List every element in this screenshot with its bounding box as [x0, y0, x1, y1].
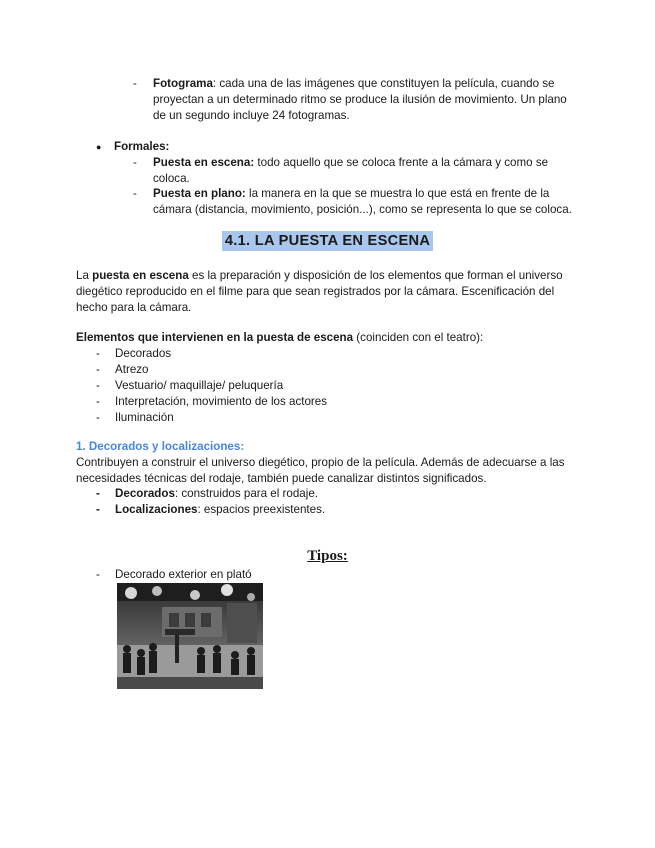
fotograma-text: : cada una de las imágenes que constituyen la película, cuando se: [212, 77, 555, 90]
list-item: [96, 394, 496, 410]
decorados-heading: 1. Decorados y localizaciones:: [76, 440, 245, 453]
tipos-heading: [0, 547, 655, 565]
intro-text: diegético reproducido en el filme para que sean registrados por la cámara. Escenificación del: [76, 285, 555, 298]
list-item-text: : construidos para el rodaje.: [174, 487, 318, 500]
list-item-text: : espacios preexistentes.: [197, 503, 326, 516]
bullet-dot: ●: [96, 142, 102, 152]
list-item: [96, 362, 496, 378]
list-item-text: Atrezo: [115, 363, 149, 376]
formales-label: Formales:: [114, 140, 170, 153]
list-dash: -: [96, 411, 100, 424]
term-fotograma: Fotograma: [153, 77, 213, 90]
list-item: [96, 486, 496, 502]
list-item-text: Decorados: [115, 347, 172, 360]
elements-list: [96, 346, 496, 426]
elements-title-bold: Elementos que intervienen en la puesta de escena: [76, 331, 354, 344]
intro-text: hecho para la cámara.: [76, 301, 192, 314]
list-dash: -: [96, 395, 100, 408]
list-dash: -: [96, 363, 100, 376]
section-heading-wrap: [0, 231, 655, 251]
fotograma-text: proyectan a un determinado ritmo se produce la ilusión de movimiento. Un plano: [153, 93, 567, 106]
list-item: [96, 378, 496, 394]
elements-title: [76, 330, 596, 346]
elements-title-rest: (coinciden con el teatro):: [353, 331, 484, 344]
decorados-text: necesidades técnicas del rodaje, también puede canalizar distintos significados.: [76, 472, 487, 485]
term-puesta-en-plano: Puesta en plano:: [153, 187, 246, 200]
list-dash: -: [96, 568, 100, 581]
term-puesta-en-escena: puesta en escena: [92, 269, 189, 282]
term-decorados: Decorados: [115, 487, 175, 500]
list-item-text: Vestuario/ maquillaje/ peluquería: [115, 379, 284, 392]
list-dash: -: [96, 347, 100, 360]
term-puesta-en-escena: Puesta en escena:: [153, 156, 255, 169]
intro-text: es la preparación y disposición de los elementos que forman el universo: [188, 269, 563, 282]
decorados-paragraph: [76, 455, 596, 487]
list-dash: -: [133, 77, 137, 90]
subitem-text: cámara (distancia, movimiento, posición...), como se representa lo que se coloca.: [153, 203, 572, 216]
subitem-text: coloca.: [153, 172, 190, 185]
list-item-text: Interpretación, movimiento de los actores: [115, 395, 328, 408]
list-item: [96, 502, 496, 518]
list-item-text: Iluminación: [115, 411, 174, 424]
tipos-heading-text: Tipos:: [307, 548, 348, 564]
section-heading: 4.1. LA PUESTA EN ESCENA: [222, 231, 433, 251]
subitem-text: la manera en la que se muestra lo que está en frente de la: [245, 187, 550, 200]
studio-set-illustration: [117, 583, 263, 689]
decorados-text: Contribuyen a construir el universo diegético, propio de la película. Además de adecuarse a las: [76, 456, 565, 469]
list-dash: -: [133, 187, 137, 200]
list-dash: -: [96, 503, 100, 516]
list-item: [96, 410, 496, 426]
intro-text: La: [76, 269, 93, 282]
subitem-text: todo aquello que se coloca frente a la cámara y como se: [254, 156, 549, 169]
list-dash: -: [96, 487, 100, 500]
term-localizaciones: Localizaciones: [115, 503, 198, 516]
list-dash: -: [133, 156, 137, 169]
studio-set-photo: [117, 583, 263, 689]
list-dash: -: [96, 379, 100, 392]
fotograma-text: de un segundo incluye 24 fotogramas.: [153, 109, 350, 122]
list-item-text: Decorado exterior en plató: [115, 568, 252, 581]
intro-paragraph: [76, 268, 576, 316]
list-item: [96, 346, 496, 362]
decorados-list: [96, 486, 496, 518]
